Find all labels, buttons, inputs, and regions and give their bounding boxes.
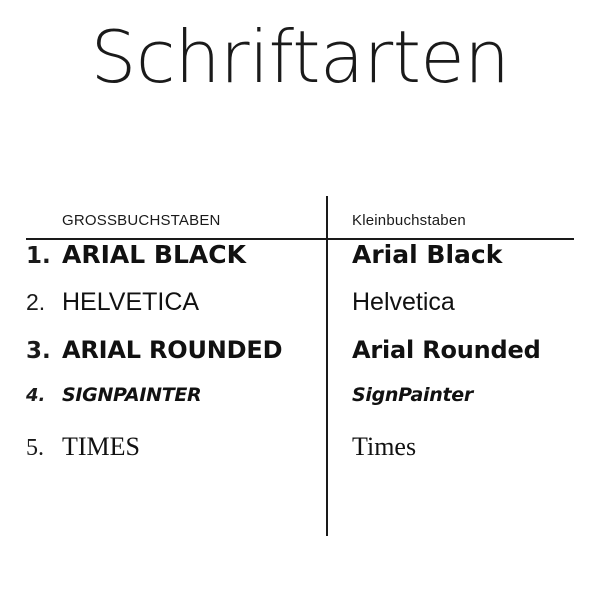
page-title: Schriftarten	[90, 15, 510, 99]
row-mixedcase-cell	[326, 240, 574, 269]
row-mixedcase-cell	[326, 336, 574, 364]
row-mixedcase-sample: Arial Black	[352, 240, 503, 269]
row-mixedcase-cell	[326, 432, 574, 462]
row-mixedcase-sample: SignPainter	[352, 384, 473, 406]
table-row	[26, 384, 574, 432]
row-mixedcase-sample: Arial Rounded	[352, 336, 541, 364]
table-row	[26, 336, 574, 384]
row-uppercase-cell	[26, 336, 326, 364]
row-uppercase-sample: SIGNPAINTER	[62, 384, 202, 406]
column-header-lowercase-cell	[326, 212, 574, 230]
row-uppercase-sample: ARIAL ROUNDED	[62, 336, 283, 364]
font-table	[26, 196, 574, 480]
row-mixedcase-sample: Helvetica	[352, 288, 455, 316]
row-uppercase-cell	[26, 240, 326, 269]
row-mixedcase-sample: Times	[352, 432, 417, 461]
row-number: 4.	[26, 385, 46, 406]
column-divider-vertical	[326, 240, 328, 536]
row-number: 5.	[26, 435, 44, 461]
row-mixedcase-cell	[326, 384, 574, 406]
row-uppercase-cell	[26, 432, 326, 462]
column-header-lowercase: Kleinbuchstaben	[352, 212, 466, 229]
row-uppercase-sample: ARIAL BLACK	[62, 240, 246, 269]
row-mixedcase-cell	[326, 288, 574, 317]
row-uppercase-sample: HELVETICA	[62, 288, 200, 316]
table-body	[26, 240, 574, 480]
row-number: 3.	[26, 338, 51, 364]
column-header-uppercase: GROSSBUCHSTABEN	[62, 212, 221, 229]
row-number: 1.	[26, 243, 51, 269]
row-uppercase-cell	[26, 384, 326, 406]
table-row	[26, 240, 574, 288]
row-number: 2.	[26, 289, 46, 315]
row-uppercase-sample: TIMES	[62, 432, 140, 461]
column-header-uppercase-cell	[26, 212, 326, 230]
table-row	[26, 432, 574, 480]
row-uppercase-cell	[26, 288, 326, 317]
table-header-row	[26, 196, 574, 230]
table-row	[26, 288, 574, 336]
